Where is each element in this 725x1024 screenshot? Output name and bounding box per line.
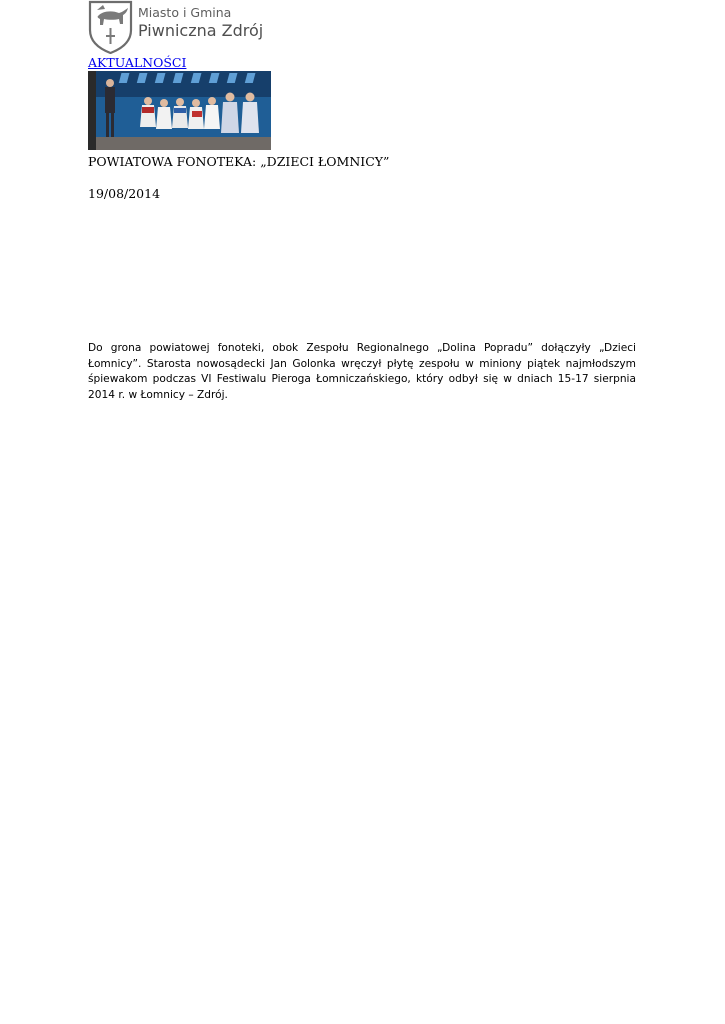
category-link-aktualnosci[interactable]: AKTUALNOŚCI	[88, 55, 187, 70]
article-date: 19/08/2014	[88, 186, 161, 201]
article-body: Do grona powiatowej fonoteki, obok Zespołu Regionalnego „Dolina Popradu” dołączyły „Dzieci Łomnicy”. Starosta nowosądecki Jan Golonka wręczył płytę zespołu w miniony piątek najmłodszym śpiewakom podczas VI Festiwalu Pieroga Łomniczańskiego, który odbył się w dniach 15-17 sierpnia 2014 r. w Łomnicy – Zdrój.	[88, 342, 636, 401]
site-logo[interactable]	[88, 0, 263, 54]
coat-of-arms-icon	[88, 0, 133, 54]
article-title: POWIATOWA FONOTEKA: „DZIECI ŁOMNICY”	[88, 154, 390, 169]
article-photo[interactable]	[88, 71, 271, 150]
logo-line1: Miasto i Gmina	[138, 5, 232, 20]
logo-line2: Piwniczna Zdrój	[138, 21, 264, 40]
